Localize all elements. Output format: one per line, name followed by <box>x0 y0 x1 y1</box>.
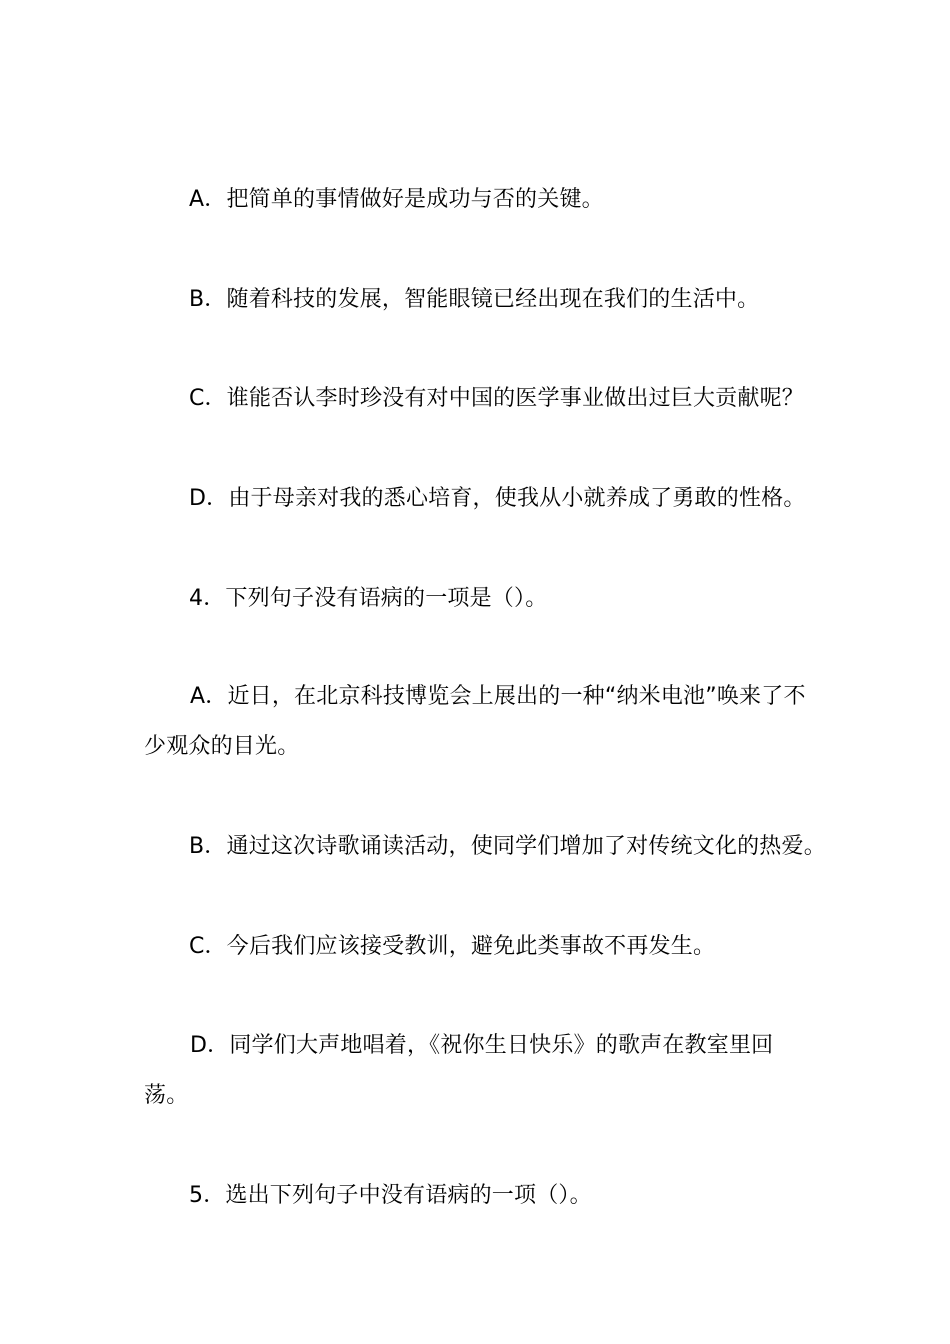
q4-stem: 4．下列句子没有语病的一项是（）。 <box>189 586 548 611</box>
q3-option-c: C．谁能否认李时珍没有对中国的医学事业做出过巨大贡献呢？ <box>189 386 804 411</box>
q3-option-b: B．随着科技的发展，智能眼镜已经出现在我们的生活中。 <box>189 287 760 312</box>
q4-option-d: D．同学们大声地唱着，《祝你生日快乐》的歌声在教室里回荡。 <box>144 1033 774 1108</box>
q4-option-b: B．通过这次诗歌诵读活动，使同学们增加了对传统文化的热爱。 <box>189 834 826 859</box>
q4-option-a: A．近日，在北京科技博览会上展出的一种“纳米电池”唤来了不少观众的目光。 <box>144 684 806 759</box>
q3-option-a: A．把简单的事情做好是成功与否的关键。 <box>189 187 604 212</box>
q3-option-d: D．由于母亲对我的悉心培育，使我从小就养成了勇敢的性格。 <box>189 486 806 511</box>
q5-stem: 5．选出下列句子中没有语病的一项（）。 <box>189 1183 592 1208</box>
q4-option-c: C．今后我们应该接受教训，避免此类事故不再发生。 <box>189 934 716 959</box>
